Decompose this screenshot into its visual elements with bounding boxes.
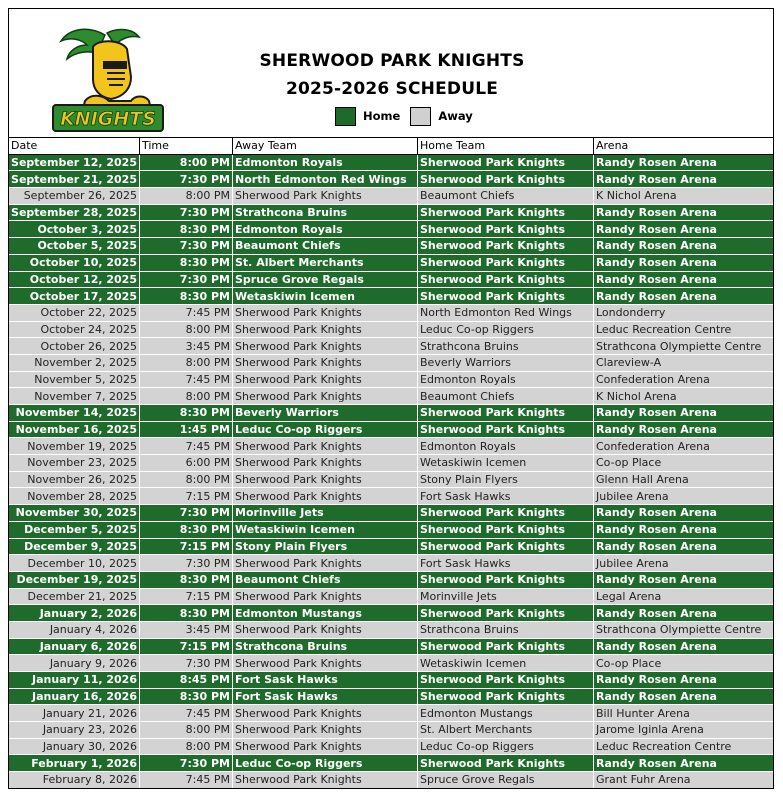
cell-arena: Glenn Hall Arena	[594, 471, 775, 488]
cell-home-team: Spruce Grove Regals	[418, 772, 594, 789]
cell-time: 3:45 PM	[140, 338, 233, 355]
cell-away-team: Beaumont Chiefs	[233, 571, 418, 588]
cell-away-team: Sherwood Park Knights	[233, 354, 418, 371]
table-row	[9, 571, 775, 588]
cell-home-team: Sherwood Park Knights	[418, 755, 594, 772]
cell-away-team: Wetaskiwin Icemen	[233, 521, 418, 538]
cell-away-team: Sherwood Park Knights	[233, 555, 418, 572]
cell-home-team: Fort Sask Hawks	[418, 555, 594, 572]
cell-away-team: Sherwood Park Knights	[233, 455, 418, 472]
cell-home-team: Sherwood Park Knights	[418, 271, 594, 288]
cell-arena: Randy Rosen Arena	[594, 688, 775, 705]
cell-away-team: Sherwood Park Knights	[233, 471, 418, 488]
cell-date: October 26, 2025	[9, 338, 140, 355]
cell-away-team: Sherwood Park Knights	[233, 722, 418, 739]
cell-home-team: Sherwood Park Knights	[418, 288, 594, 305]
schedule-table	[8, 137, 774, 789]
cell-date: October 22, 2025	[9, 304, 140, 321]
table-row	[9, 304, 775, 321]
cell-arena: Randy Rosen Arena	[594, 154, 775, 171]
cell-time: 7:45 PM	[140, 705, 233, 722]
cell-date: January 4, 2026	[9, 621, 140, 638]
cell-date: February 8, 2026	[9, 772, 140, 789]
cell-arena: Randy Rosen Arena	[594, 638, 775, 655]
cell-arena: Randy Rosen Arena	[594, 271, 775, 288]
cell-time: 6:00 PM	[140, 455, 233, 472]
cell-time: 7:30 PM	[140, 505, 233, 522]
cell-away-team: Sherwood Park Knights	[233, 304, 418, 321]
cell-away-team: Sherwood Park Knights	[233, 488, 418, 505]
cell-arena: Strathcona Olympiette Centre	[594, 338, 775, 355]
table-row	[9, 438, 775, 455]
cell-arena: Strathcona Olympiette Centre	[594, 621, 775, 638]
cell-time: 7:15 PM	[140, 488, 233, 505]
cell-arena: Randy Rosen Arena	[594, 204, 775, 221]
cell-arena: K Nichol Arena	[594, 388, 775, 405]
cell-date: October 17, 2025	[9, 288, 140, 305]
cell-time: 8:30 PM	[140, 571, 233, 588]
cell-home-team: Leduc Co-op Riggers	[418, 321, 594, 338]
cell-away-team: Sherwood Park Knights	[233, 655, 418, 672]
cell-date: November 28, 2025	[9, 488, 140, 505]
table-row	[9, 521, 775, 538]
table-row	[9, 455, 775, 472]
table-row	[9, 254, 775, 271]
table-row	[9, 288, 775, 305]
cell-time: 3:45 PM	[140, 621, 233, 638]
cell-time: 8:30 PM	[140, 288, 233, 305]
cell-time: 7:30 PM	[140, 238, 233, 255]
cell-home-team: Sherwood Park Knights	[418, 421, 594, 438]
cell-time: 8:30 PM	[140, 521, 233, 538]
cell-time: 7:45 PM	[140, 772, 233, 789]
cell-arena: Randy Rosen Arena	[594, 505, 775, 522]
cell-arena: Randy Rosen Arena	[594, 221, 775, 238]
cell-arena: Randy Rosen Arena	[594, 421, 775, 438]
cell-away-team: North Edmonton Red Wings	[233, 171, 418, 188]
table-row	[9, 488, 775, 505]
cell-date: January 11, 2026	[9, 672, 140, 689]
cell-date: October 3, 2025	[9, 221, 140, 238]
cell-time: 8:30 PM	[140, 405, 233, 422]
cell-home-team: Edmonton Royals	[418, 371, 594, 388]
cell-date: December 21, 2025	[9, 588, 140, 605]
cell-arena: Randy Rosen Arena	[594, 171, 775, 188]
table-row	[9, 354, 775, 371]
cell-arena: Jarome Iginla Arena	[594, 722, 775, 739]
cell-arena: Londonderry	[594, 304, 775, 321]
cell-home-team: Leduc Co-op Riggers	[418, 738, 594, 755]
cell-date: January 6, 2026	[9, 638, 140, 655]
cell-arena: Legal Arena	[594, 588, 775, 605]
column-header-away-team: Away Team	[233, 138, 418, 155]
cell-home-team: Sherwood Park Knights	[418, 238, 594, 255]
cell-arena: Jubilee Arena	[594, 488, 775, 505]
cell-home-team: Sherwood Park Knights	[418, 154, 594, 171]
cell-arena: Randy Rosen Arena	[594, 238, 775, 255]
cell-home-team: Sherwood Park Knights	[418, 171, 594, 188]
cell-arena: Confederation Arena	[594, 438, 775, 455]
table-row	[9, 338, 775, 355]
cell-time: 8:00 PM	[140, 388, 233, 405]
cell-time: 8:00 PM	[140, 471, 233, 488]
cell-time: 1:45 PM	[140, 421, 233, 438]
cell-time: 7:45 PM	[140, 371, 233, 388]
knights-logo	[47, 17, 167, 133]
legend-home-swatch	[335, 107, 356, 126]
cell-away-team: Sherwood Park Knights	[233, 438, 418, 455]
cell-time: 7:45 PM	[140, 304, 233, 321]
cell-date: November 7, 2025	[9, 388, 140, 405]
schedule-rows	[9, 154, 775, 788]
table-row	[9, 672, 775, 689]
column-header-date: Date	[9, 138, 140, 155]
cell-time: 7:30 PM	[140, 555, 233, 572]
cell-away-team: Sherwood Park Knights	[233, 621, 418, 638]
cell-arena: Randy Rosen Arena	[594, 254, 775, 271]
cell-date: September 12, 2025	[9, 154, 140, 171]
cell-away-team: Sherwood Park Knights	[233, 705, 418, 722]
logo-wordmark: KNIGHTS	[60, 108, 156, 130]
cell-arena: Randy Rosen Arena	[594, 605, 775, 622]
cell-arena: Randy Rosen Arena	[594, 521, 775, 538]
cell-time: 8:00 PM	[140, 188, 233, 205]
cell-time: 8:45 PM	[140, 672, 233, 689]
cell-home-team: Strathcona Bruins	[418, 621, 594, 638]
cell-date: October 10, 2025	[9, 254, 140, 271]
cell-time: 7:30 PM	[140, 204, 233, 221]
table-row	[9, 722, 775, 739]
cell-away-team: Spruce Grove Regals	[233, 271, 418, 288]
table-row	[9, 405, 775, 422]
cell-home-team: Sherwood Park Knights	[418, 672, 594, 689]
cell-date: November 16, 2025	[9, 421, 140, 438]
cell-time: 7:30 PM	[140, 271, 233, 288]
cell-home-team: Edmonton Mustangs	[418, 705, 594, 722]
cell-date: December 10, 2025	[9, 555, 140, 572]
table-header-row	[9, 138, 775, 155]
cell-away-team: Sherwood Park Knights	[233, 321, 418, 338]
cell-time: 8:00 PM	[140, 354, 233, 371]
legend	[335, 105, 483, 127]
cell-home-team: Sherwood Park Knights	[418, 688, 594, 705]
title-line-1: SHERWOOD PARK KNIGHTS	[259, 51, 525, 71]
cell-away-team: Edmonton Mustangs	[233, 605, 418, 622]
cell-arena: Randy Rosen Arena	[594, 672, 775, 689]
table-row	[9, 421, 775, 438]
cell-home-team: Sherwood Park Knights	[418, 638, 594, 655]
legend-home-label: Home	[363, 109, 401, 123]
cell-arena: Randy Rosen Arena	[594, 571, 775, 588]
cell-arena: Clareview-A	[594, 354, 775, 371]
cell-date: October 12, 2025	[9, 271, 140, 288]
cell-home-team: Sherwood Park Knights	[418, 505, 594, 522]
cell-away-team: Edmonton Royals	[233, 154, 418, 171]
cell-arena: Confederation Arena	[594, 371, 775, 388]
cell-date: January 2, 2026	[9, 605, 140, 622]
table-row	[9, 221, 775, 238]
cell-time: 7:30 PM	[140, 655, 233, 672]
table-row	[9, 388, 775, 405]
cell-home-team: Morinville Jets	[418, 588, 594, 605]
column-header-home-team: Home Team	[418, 138, 594, 155]
cell-date: February 1, 2026	[9, 755, 140, 772]
table-row	[9, 738, 775, 755]
cell-arena: Randy Rosen Arena	[594, 288, 775, 305]
cell-away-team: Wetaskiwin Icemen	[233, 288, 418, 305]
table-row	[9, 772, 775, 789]
table-row	[9, 321, 775, 338]
cell-away-team: Edmonton Royals	[233, 221, 418, 238]
cell-home-team: Wetaskiwin Icemen	[418, 455, 594, 472]
cell-home-team: Stony Plain Flyers	[418, 471, 594, 488]
table-row	[9, 505, 775, 522]
cell-away-team: Strathcona Bruins	[233, 204, 418, 221]
cell-date: November 2, 2025	[9, 354, 140, 371]
cell-time: 8:00 PM	[140, 321, 233, 338]
cell-date: January 23, 2026	[9, 722, 140, 739]
cell-date: November 19, 2025	[9, 438, 140, 455]
cell-time: 7:30 PM	[140, 755, 233, 772]
cell-date: December 19, 2025	[9, 571, 140, 588]
cell-home-team: Edmonton Royals	[418, 438, 594, 455]
cell-home-team: Sherwood Park Knights	[418, 254, 594, 271]
table-row	[9, 655, 775, 672]
cell-away-team: Sherwood Park Knights	[233, 388, 418, 405]
cell-time: 7:30 PM	[140, 171, 233, 188]
cell-time: 8:30 PM	[140, 221, 233, 238]
cell-home-team: Beverly Warriors	[418, 354, 594, 371]
title-line-2: 2025-2026 SCHEDULE	[285, 79, 499, 99]
table-row	[9, 271, 775, 288]
cell-date: November 23, 2025	[9, 455, 140, 472]
table-row	[9, 638, 775, 655]
table-row	[9, 555, 775, 572]
cell-away-team: Sherwood Park Knights	[233, 772, 418, 789]
cell-date: January 30, 2026	[9, 738, 140, 755]
cell-home-team: Sherwood Park Knights	[418, 521, 594, 538]
table-row	[9, 238, 775, 255]
cell-away-team: Beverly Warriors	[233, 405, 418, 422]
cell-away-team: Sherwood Park Knights	[233, 588, 418, 605]
cell-away-team: Sherwood Park Knights	[233, 338, 418, 355]
cell-date: January 16, 2026	[9, 688, 140, 705]
table-row	[9, 204, 775, 221]
cell-home-team: Beaumont Chiefs	[418, 388, 594, 405]
cell-arena: Randy Rosen Arena	[594, 538, 775, 555]
cell-home-team: Sherwood Park Knights	[418, 605, 594, 622]
cell-arena: Leduc Recreation Centre	[594, 321, 775, 338]
cell-arena: Co-op Place	[594, 655, 775, 672]
cell-date: October 24, 2025	[9, 321, 140, 338]
cell-home-team: Sherwood Park Knights	[418, 221, 594, 238]
cell-date: December 9, 2025	[9, 538, 140, 555]
cell-away-team: Fort Sask Hawks	[233, 672, 418, 689]
table-row	[9, 621, 775, 638]
cell-date: September 21, 2025	[9, 171, 140, 188]
schedule-sheet	[8, 8, 774, 789]
table-row	[9, 755, 775, 772]
cell-arena: Bill Hunter Arena	[594, 705, 775, 722]
cell-home-team: Sherwood Park Knights	[418, 538, 594, 555]
cell-date: December 5, 2025	[9, 521, 140, 538]
table-row	[9, 471, 775, 488]
cell-home-team: North Edmonton Red Wings	[418, 304, 594, 321]
cell-home-team: Sherwood Park Knights	[418, 405, 594, 422]
cell-time: 8:00 PM	[140, 722, 233, 739]
table-row	[9, 188, 775, 205]
cell-date: November 30, 2025	[9, 505, 140, 522]
table-row	[9, 688, 775, 705]
cell-time: 8:30 PM	[140, 605, 233, 622]
cell-away-team: Morinville Jets	[233, 505, 418, 522]
table-row	[9, 705, 775, 722]
cell-date: January 9, 2026	[9, 655, 140, 672]
table-row	[9, 538, 775, 555]
cell-date: November 14, 2025	[9, 405, 140, 422]
table-row	[9, 171, 775, 188]
cell-time: 8:00 PM	[140, 154, 233, 171]
cell-away-team: Beaumont Chiefs	[233, 238, 418, 255]
cell-home-team: Fort Sask Hawks	[418, 488, 594, 505]
cell-date: September 26, 2025	[9, 188, 140, 205]
cell-date: November 26, 2025	[9, 471, 140, 488]
cell-away-team: Sherwood Park Knights	[233, 371, 418, 388]
cell-home-team: Sherwood Park Knights	[418, 204, 594, 221]
cell-away-team: Sherwood Park Knights	[233, 738, 418, 755]
cell-arena: Grant Fuhr Arena	[594, 772, 775, 789]
column-header-arena: Arena	[594, 138, 775, 155]
cell-time: 8:30 PM	[140, 254, 233, 271]
cell-away-team: Leduc Co-op Riggers	[233, 755, 418, 772]
cell-date: October 5, 2025	[9, 238, 140, 255]
cell-away-team: Fort Sask Hawks	[233, 688, 418, 705]
table-row	[9, 588, 775, 605]
legend-away-label: Away	[438, 109, 473, 123]
cell-arena: Jubilee Arena	[594, 555, 775, 572]
cell-away-team: Leduc Co-op Riggers	[233, 421, 418, 438]
cell-time: 7:15 PM	[140, 588, 233, 605]
cell-time: 7:15 PM	[140, 538, 233, 555]
schedule-header	[9, 9, 773, 138]
cell-time: 8:00 PM	[140, 738, 233, 755]
cell-arena: Co-op Place	[594, 455, 775, 472]
cell-arena: Randy Rosen Arena	[594, 755, 775, 772]
cell-time: 8:30 PM	[140, 688, 233, 705]
cell-away-team: Stony Plain Flyers	[233, 538, 418, 555]
cell-date: September 28, 2025	[9, 204, 140, 221]
cell-date: January 21, 2026	[9, 705, 140, 722]
cell-home-team: Strathcona Bruins	[418, 338, 594, 355]
cell-home-team: Beaumont Chiefs	[418, 188, 594, 205]
table-row	[9, 154, 775, 171]
cell-arena: Leduc Recreation Centre	[594, 738, 775, 755]
cell-time: 7:45 PM	[140, 438, 233, 455]
cell-time: 7:15 PM	[140, 638, 233, 655]
cell-date: November 5, 2025	[9, 371, 140, 388]
column-header-time: Time	[140, 138, 233, 155]
cell-home-team: St. Albert Merchants	[418, 722, 594, 739]
table-row	[9, 371, 775, 388]
legend-away-swatch	[410, 107, 431, 126]
cell-away-team: Sherwood Park Knights	[233, 188, 418, 205]
cell-away-team: St. Albert Merchants	[233, 254, 418, 271]
cell-home-team: Sherwood Park Knights	[418, 571, 594, 588]
cell-arena: Randy Rosen Arena	[594, 405, 775, 422]
cell-arena: K Nichol Arena	[594, 188, 775, 205]
table-row	[9, 605, 775, 622]
cell-away-team: Strathcona Bruins	[233, 638, 418, 655]
cell-home-team: Wetaskiwin Icemen	[418, 655, 594, 672]
